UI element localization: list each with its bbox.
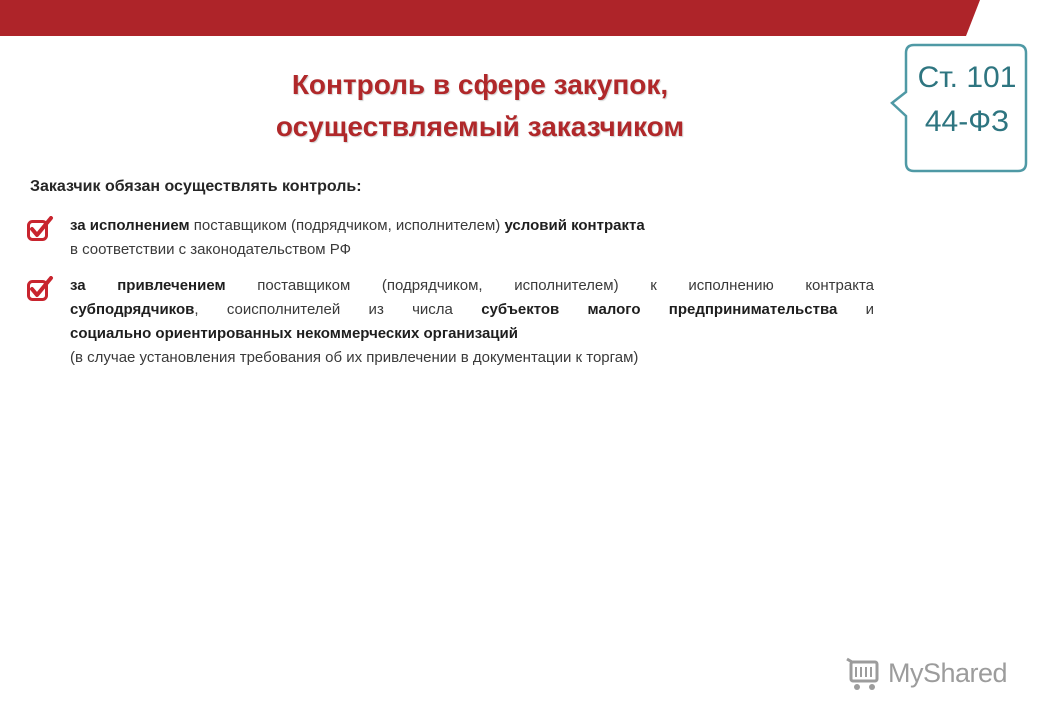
item2-text-1: поставщиком (подрядчиком, исполнителем) к исполнению контракта (225, 277, 875, 294)
checkmark-icon (26, 276, 54, 302)
item2-emphasis-2: субподрядчиков (70, 301, 195, 318)
top-band (0, 0, 1040, 36)
item1-text-1: поставщиком (подрядчиком, исполнителем) (189, 217, 505, 234)
law-reference-callout (888, 42, 1030, 176)
checkmark-icon (26, 216, 54, 242)
watermark-text: MyShared (888, 658, 1008, 688)
item2-text-3: и (837, 301, 874, 318)
item2-text-2: , соисполнителей из числа (194, 301, 482, 318)
slide-title (200, 64, 760, 148)
list-item (26, 214, 874, 262)
list-item (26, 274, 874, 370)
item2-emphasis-4: социально ориентированных некоммерческих организаций (70, 325, 518, 342)
title-line-2: осуществляемый заказчиком (275, 111, 685, 142)
title-line-1: Контроль в сфере закупок, (291, 69, 669, 100)
item2-text-4: (в случае установления требования об их привлечении в документации к торгам) (70, 349, 639, 366)
intro-heading: Заказчик обязан осуществлять контроль: (30, 178, 362, 195)
callout-article: Ст. 101 (917, 61, 1017, 94)
shopping-cart-icon (846, 656, 884, 694)
item2-emphasis-1: за привлечением (70, 277, 226, 294)
item1-text-2: в соответствии с законодательством РФ (70, 241, 352, 258)
watermark (846, 656, 1016, 696)
callout-law: 44-ФЗ (924, 105, 1010, 138)
item2-emphasis-3: субъектов малого предпринимательства (481, 301, 838, 318)
item1-emphasis-2: условий контракта (504, 217, 645, 234)
item1-emphasis-1: за исполнением (70, 217, 190, 234)
